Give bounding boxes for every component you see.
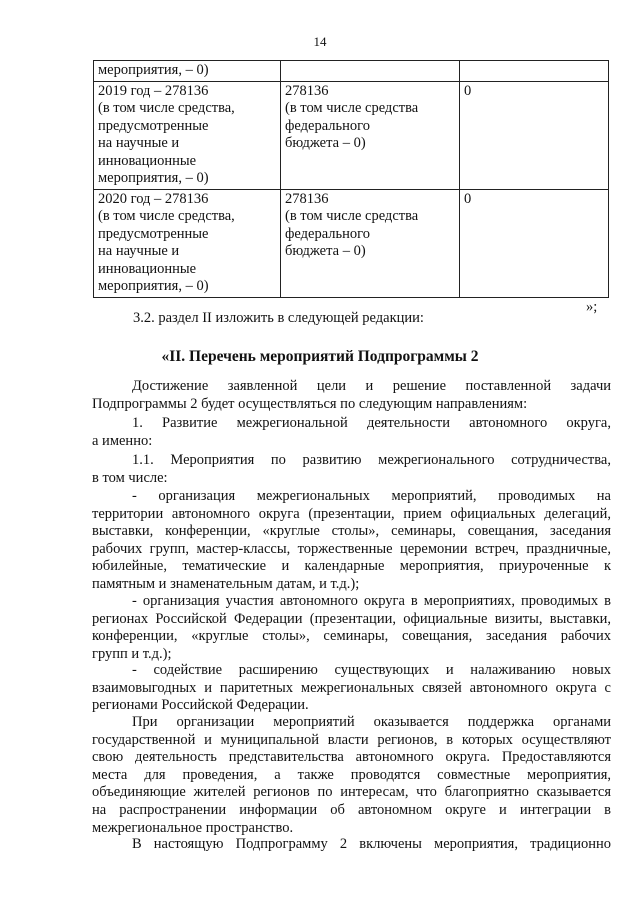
cell-line: (в том числе средства — [285, 100, 419, 116]
text-line: В настоящую Подпрограмму 2 включены мероприятия, традиционно — [132, 836, 611, 852]
text-line: конференции, «круглые столы», семинары, совещания, заседания рабочих — [92, 628, 611, 645]
cell-line: (в том числе средства, — [98, 208, 235, 224]
cell-line: 278136 — [285, 82, 329, 99]
text-line: в том числе: — [92, 469, 168, 486]
intro-paragraph: 3.2. раздел II изложить в следующей редакции: — [133, 310, 424, 326]
text-line: юбилейные, тематические и календарные мероприятия, приуроченные к — [92, 558, 611, 575]
table-cell — [281, 81, 460, 189]
text-line: а именно: — [92, 432, 153, 449]
cell-line: бюджета – 0) — [285, 135, 366, 151]
text-line: - организация участия автономного округа в мероприятиях, проводимых в — [132, 593, 611, 609]
table-cell — [94, 81, 281, 189]
table-cell — [460, 61, 609, 82]
text-line: на распространении информации об автономном округе и интеграции в — [92, 801, 611, 818]
text-line: - содействие расширению существующих и налаживанию новых — [132, 662, 611, 678]
text-line: выставки, конференции, «круглые столы», семинары, совещания, заседания — [92, 523, 611, 540]
text-line: При организации мероприятий оказывается поддержка органами — [132, 714, 611, 730]
cell-line: мероприятия, – 0) — [98, 170, 209, 186]
paragraph — [92, 836, 611, 854]
text-line: регионах Российской Федерации (презентации, официальные визиты, выставки, — [92, 610, 611, 627]
cell-line: (в том числе средства, — [98, 100, 235, 116]
paragraph — [92, 593, 611, 663]
text-line: места для проведения, а также проводятся совместные мероприятия, — [92, 766, 611, 783]
page-number: 14 — [313, 34, 327, 49]
table-cell — [460, 81, 609, 189]
cell-line: 2020 год – 278136 — [98, 190, 209, 207]
text-line: 1. Развитие межрегиональной деятельности автономного округа, — [132, 415, 611, 431]
cell-line: предусмотренные — [98, 225, 209, 242]
table-cell — [94, 61, 281, 82]
table-row — [94, 81, 609, 189]
text-line: объединяющие жителей регионов по интересам, что благоприятно сказывается — [92, 784, 611, 801]
cell-line: бюджета – 0) — [285, 243, 366, 259]
text-line: свою деятельность представительства автономного округа. Предоставляются — [92, 749, 611, 766]
cell-line: мероприятия, – 0) — [98, 62, 209, 78]
paragraph — [92, 378, 611, 413]
text-line: межрегиональное пространство. — [92, 819, 294, 836]
text-line: государственной и муниципальной власти регионов, в которых осуществляют — [92, 731, 611, 748]
closing-quote: »; — [586, 299, 598, 315]
table-row — [94, 189, 609, 297]
cell-line: 0 — [464, 82, 472, 99]
cell-line: мероприятия, – 0) — [98, 278, 209, 294]
budget-table — [93, 60, 609, 298]
text-line: рабочих групп, мастер-классы, торжественные церемонии встреч, праздничные, — [92, 540, 611, 557]
cell-line: предусмотренные — [98, 117, 209, 134]
text-line: территории автономного округа (презентации, прием официальных делегаций, — [92, 505, 611, 522]
table-row — [94, 61, 609, 82]
table-cell — [281, 189, 460, 297]
cell-line: федерального — [285, 117, 370, 134]
paragraph — [92, 452, 611, 487]
paragraph — [92, 662, 611, 715]
cell-line: на научные и — [98, 243, 180, 259]
text-line: групп и т.д.); — [92, 645, 172, 662]
table-cell — [460, 189, 609, 297]
cell-line: 0 — [464, 190, 472, 207]
section-heading: «II. Перечень мероприятий Подпрограммы 2 — [161, 348, 479, 365]
cell-line: на научные и — [98, 135, 180, 151]
cell-line: 278136 — [285, 190, 329, 207]
text-line: - организация межрегиональных мероприятий, проводимых на — [132, 488, 611, 504]
table-cell — [94, 189, 281, 297]
text-line: памятным и знаменательным датам, и т.д.); — [92, 575, 360, 592]
cell-line: инновационные — [98, 260, 197, 277]
text-line: Подпрограммы 2 будет осуществляться по следующим направлениям: — [92, 395, 528, 412]
table-cell — [281, 61, 460, 82]
cell-line: (в том числе средства — [285, 208, 419, 224]
cell-line: инновационные — [98, 152, 197, 169]
text-line: 1.1. Мероприятия по развитию межрегионального сотрудничества, — [132, 452, 611, 468]
paragraph — [92, 415, 611, 450]
cell-line: федерального — [285, 225, 370, 242]
text-line: регионами Российской Федерации. — [92, 697, 309, 714]
paragraph — [92, 488, 611, 594]
text-line: взаимовыгодных и паритетных межрегиональных связей автономного округа с — [92, 679, 611, 696]
paragraph — [92, 714, 611, 837]
cell-line: 2019 год – 278136 — [98, 82, 209, 99]
text-line: Достижение заявленной цели и решение поставленной задачи — [132, 378, 611, 394]
